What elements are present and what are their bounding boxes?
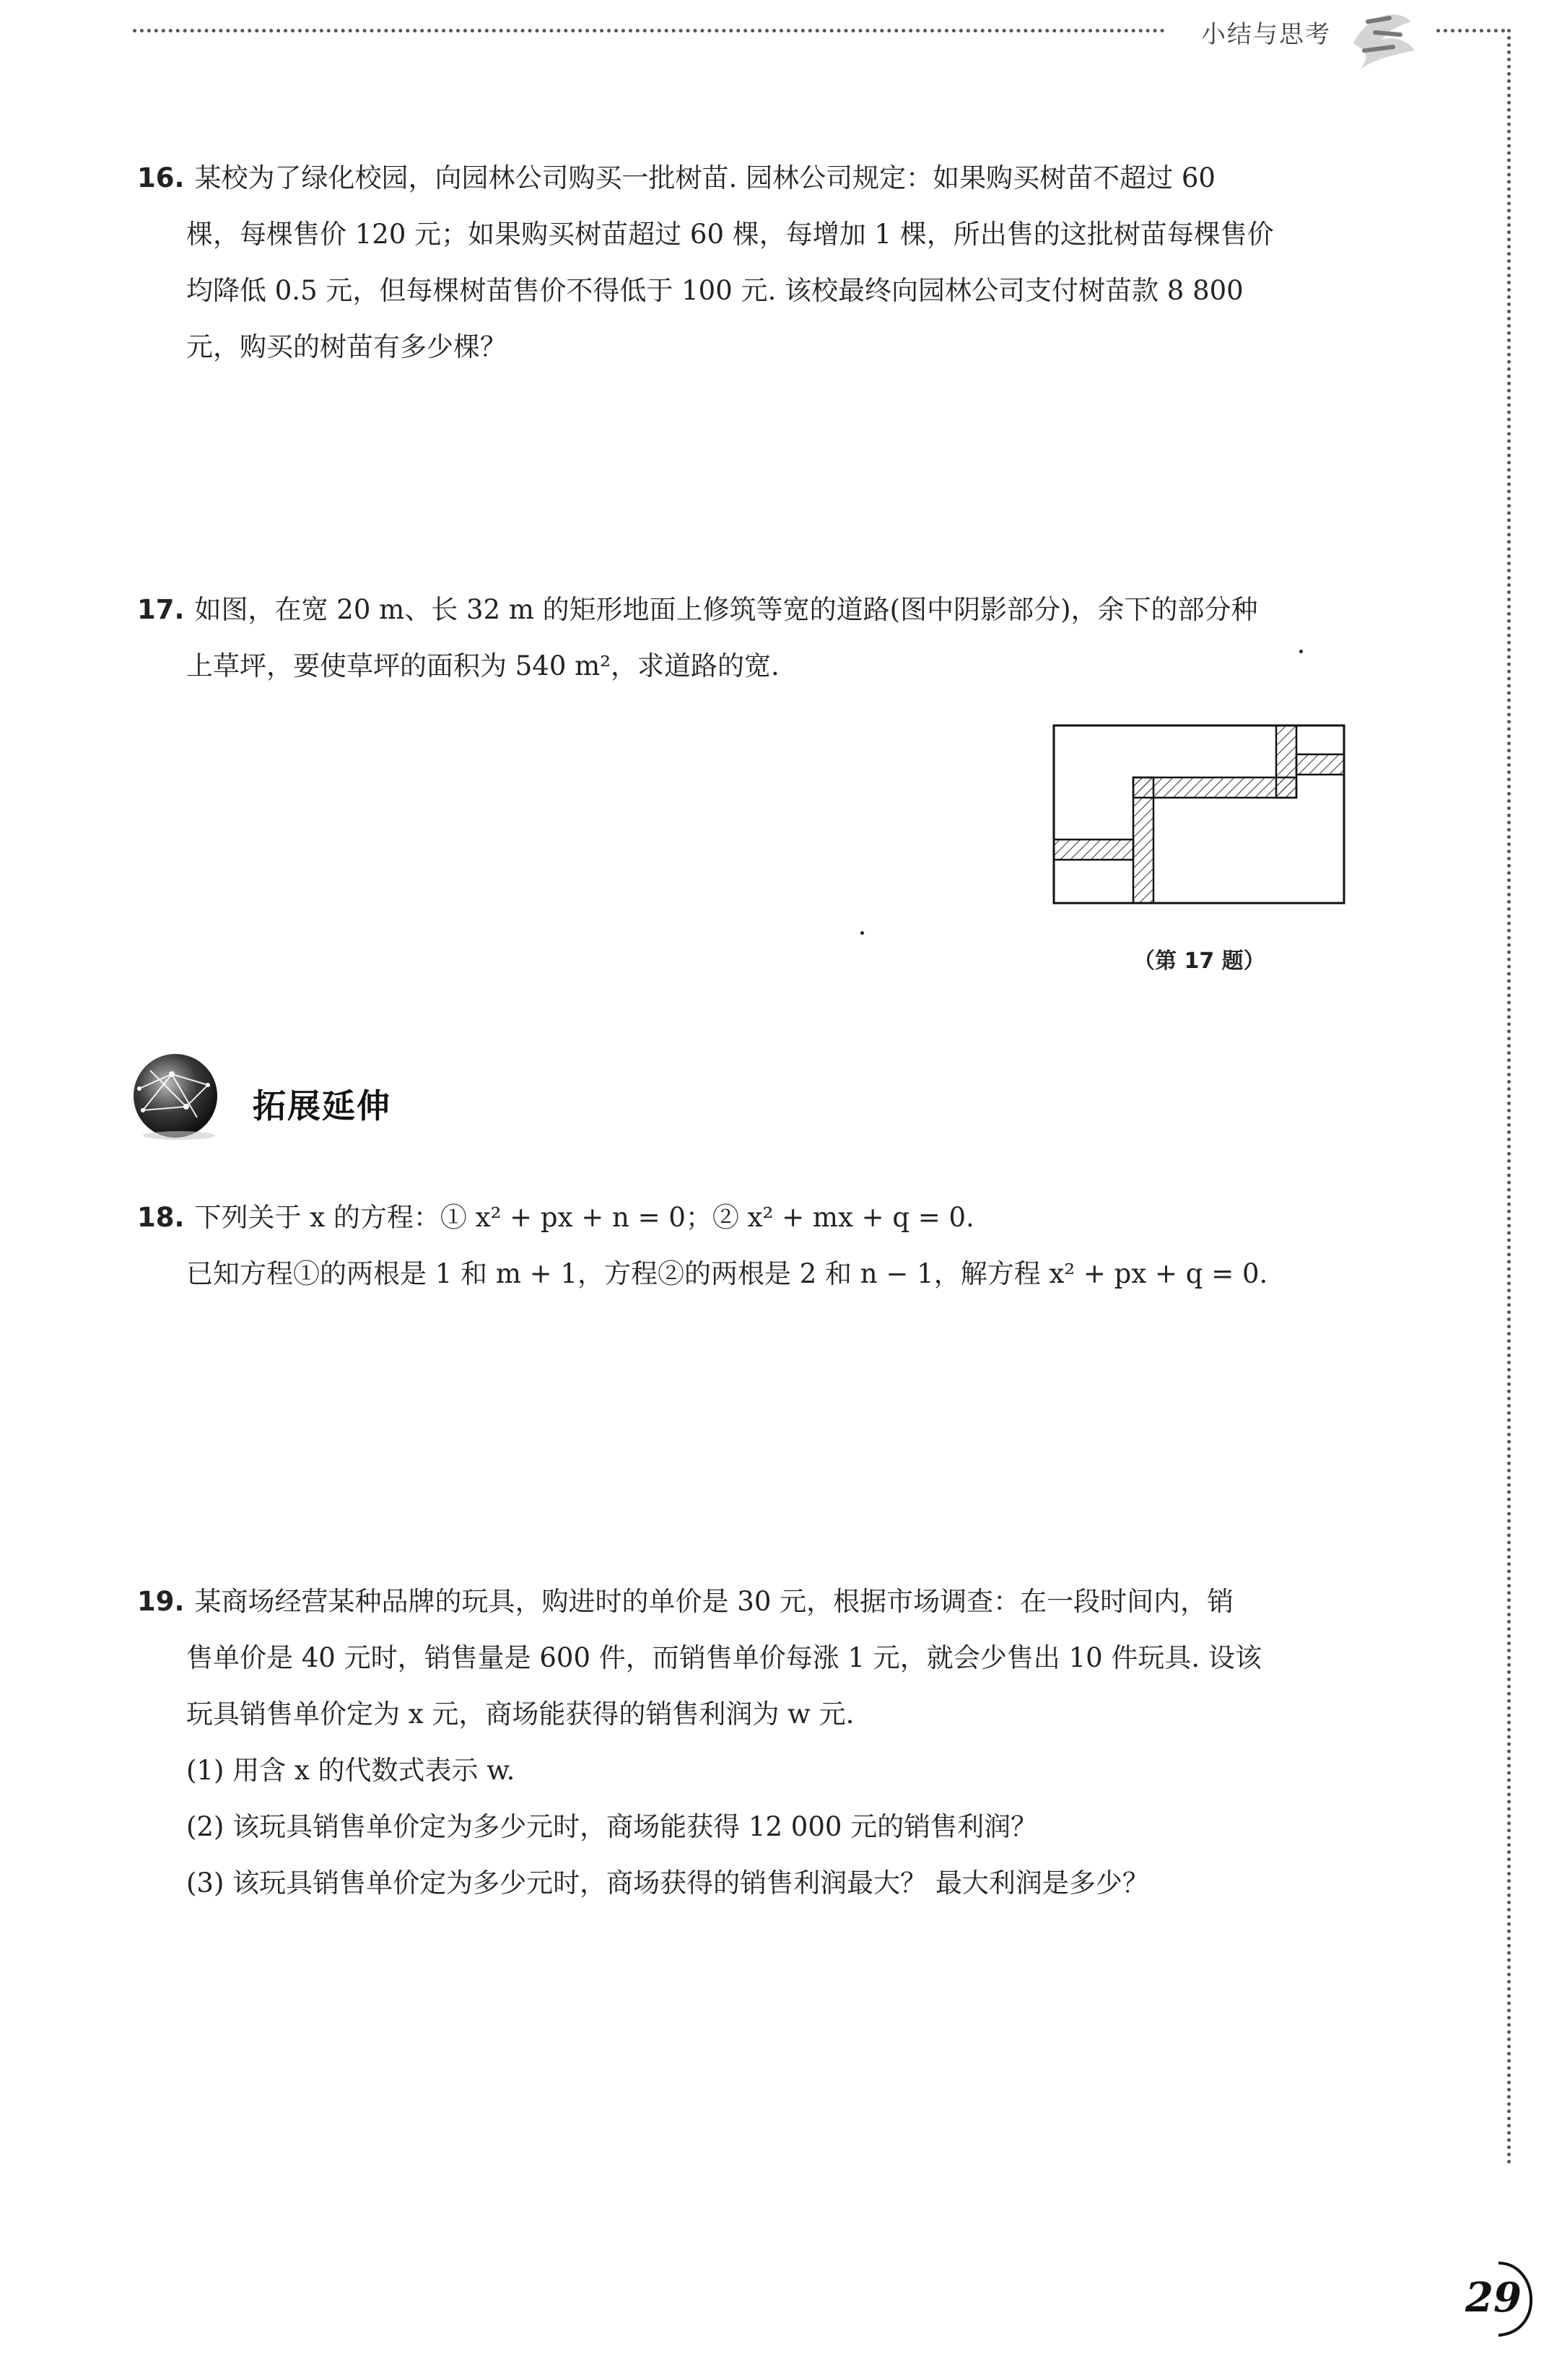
- print-speck: [860, 931, 864, 935]
- problem-subpart: (2) 该玩具销售单价定为多少元时，商场能获得 12 000 元的销售利润？: [186, 1811, 1038, 1842]
- globe-network-icon: [128, 1049, 222, 1143]
- problem-19: [137, 1574, 1379, 1912]
- problem-number: 17.: [137, 594, 185, 625]
- problem-text-line: 玩具销售单价定为 x 元，商场能获得的销售利润为 w 元.: [186, 1699, 855, 1730]
- problem-text-line: 某商场经营某种品牌的玩具，购进时的单价是 30 元，根据市场调查：在一段时间内，销: [194, 1586, 1234, 1617]
- header-dotted-rule-right: [1436, 29, 1505, 32]
- header-title: 小结与思考: [1201, 20, 1331, 49]
- problem-text-line: 已知方程①的两根是 1 和 m + 1，方程②的两根是 2 和 n − 1，解方程 x² + px + q = 0.: [186, 1258, 1268, 1289]
- problem-text-line: 元，购买的树苗有多少棵？: [186, 331, 507, 362]
- problem-text-line: 下列关于 x 的方程：① x² + px + n = 0；② x² + mx + q = 0.: [194, 1202, 974, 1233]
- section-title: 拓展延伸: [253, 1086, 391, 1125]
- header-brush-logo-icon: [1339, 0, 1426, 79]
- problem-number: 18.: [137, 1202, 185, 1233]
- page-number: 29: [1465, 2274, 1522, 2322]
- problem-number: 16.: [137, 162, 185, 193]
- problem-subpart: (1) 用含 x 的代数式表示 w.: [186, 1755, 515, 1786]
- problem-text-line: 均降低 0.5 元，但每棵树苗售价不得低于 100 元. 该校最终向园林公司支付树苗款 8 800: [186, 275, 1244, 306]
- side-dotted-rule: [1507, 29, 1511, 2166]
- problem-text-line: 棵，每棵售价 120 元；如果购买树苗超过 60 棵，每增加 1 棵，所出售的这批树苗每棵售价: [186, 219, 1274, 250]
- problem-text-line: 如图，在宽 20 m、长 32 m 的矩形地面上修筑等宽的道路(图中阴影部分)，余下的部分种: [194, 594, 1258, 625]
- problem-17: [137, 582, 1379, 694]
- header-dotted-rule: [133, 29, 1165, 32]
- problem-18: [137, 1190, 1379, 1302]
- problem-text-line: 某校为了绿化校园，向园林公司购买一批树苗. 园林公司规定：如果购买树苗不超过 60: [194, 162, 1216, 193]
- problem-subpart: (3) 该玩具销售单价定为多少元时，商场获得的销售利润最大？ 最大利润是多少？: [186, 1867, 1149, 1899]
- problem-text-line: 上草坪，要使草坪的面积为 540 m²，求道路的宽.: [186, 650, 780, 681]
- problem-16: [137, 150, 1379, 375]
- problem-text-line: 售单价是 40 元时，销售量是 600 件，而销售单价每涨 1 元，就会少售出 10 件玩具. 设该: [186, 1642, 1262, 1673]
- figure-caption: （第 17 题）: [1133, 949, 1265, 974]
- print-speck: [1299, 650, 1303, 653]
- road-diagram-figure: [1052, 724, 1345, 905]
- problem-number: 19.: [137, 1586, 185, 1617]
